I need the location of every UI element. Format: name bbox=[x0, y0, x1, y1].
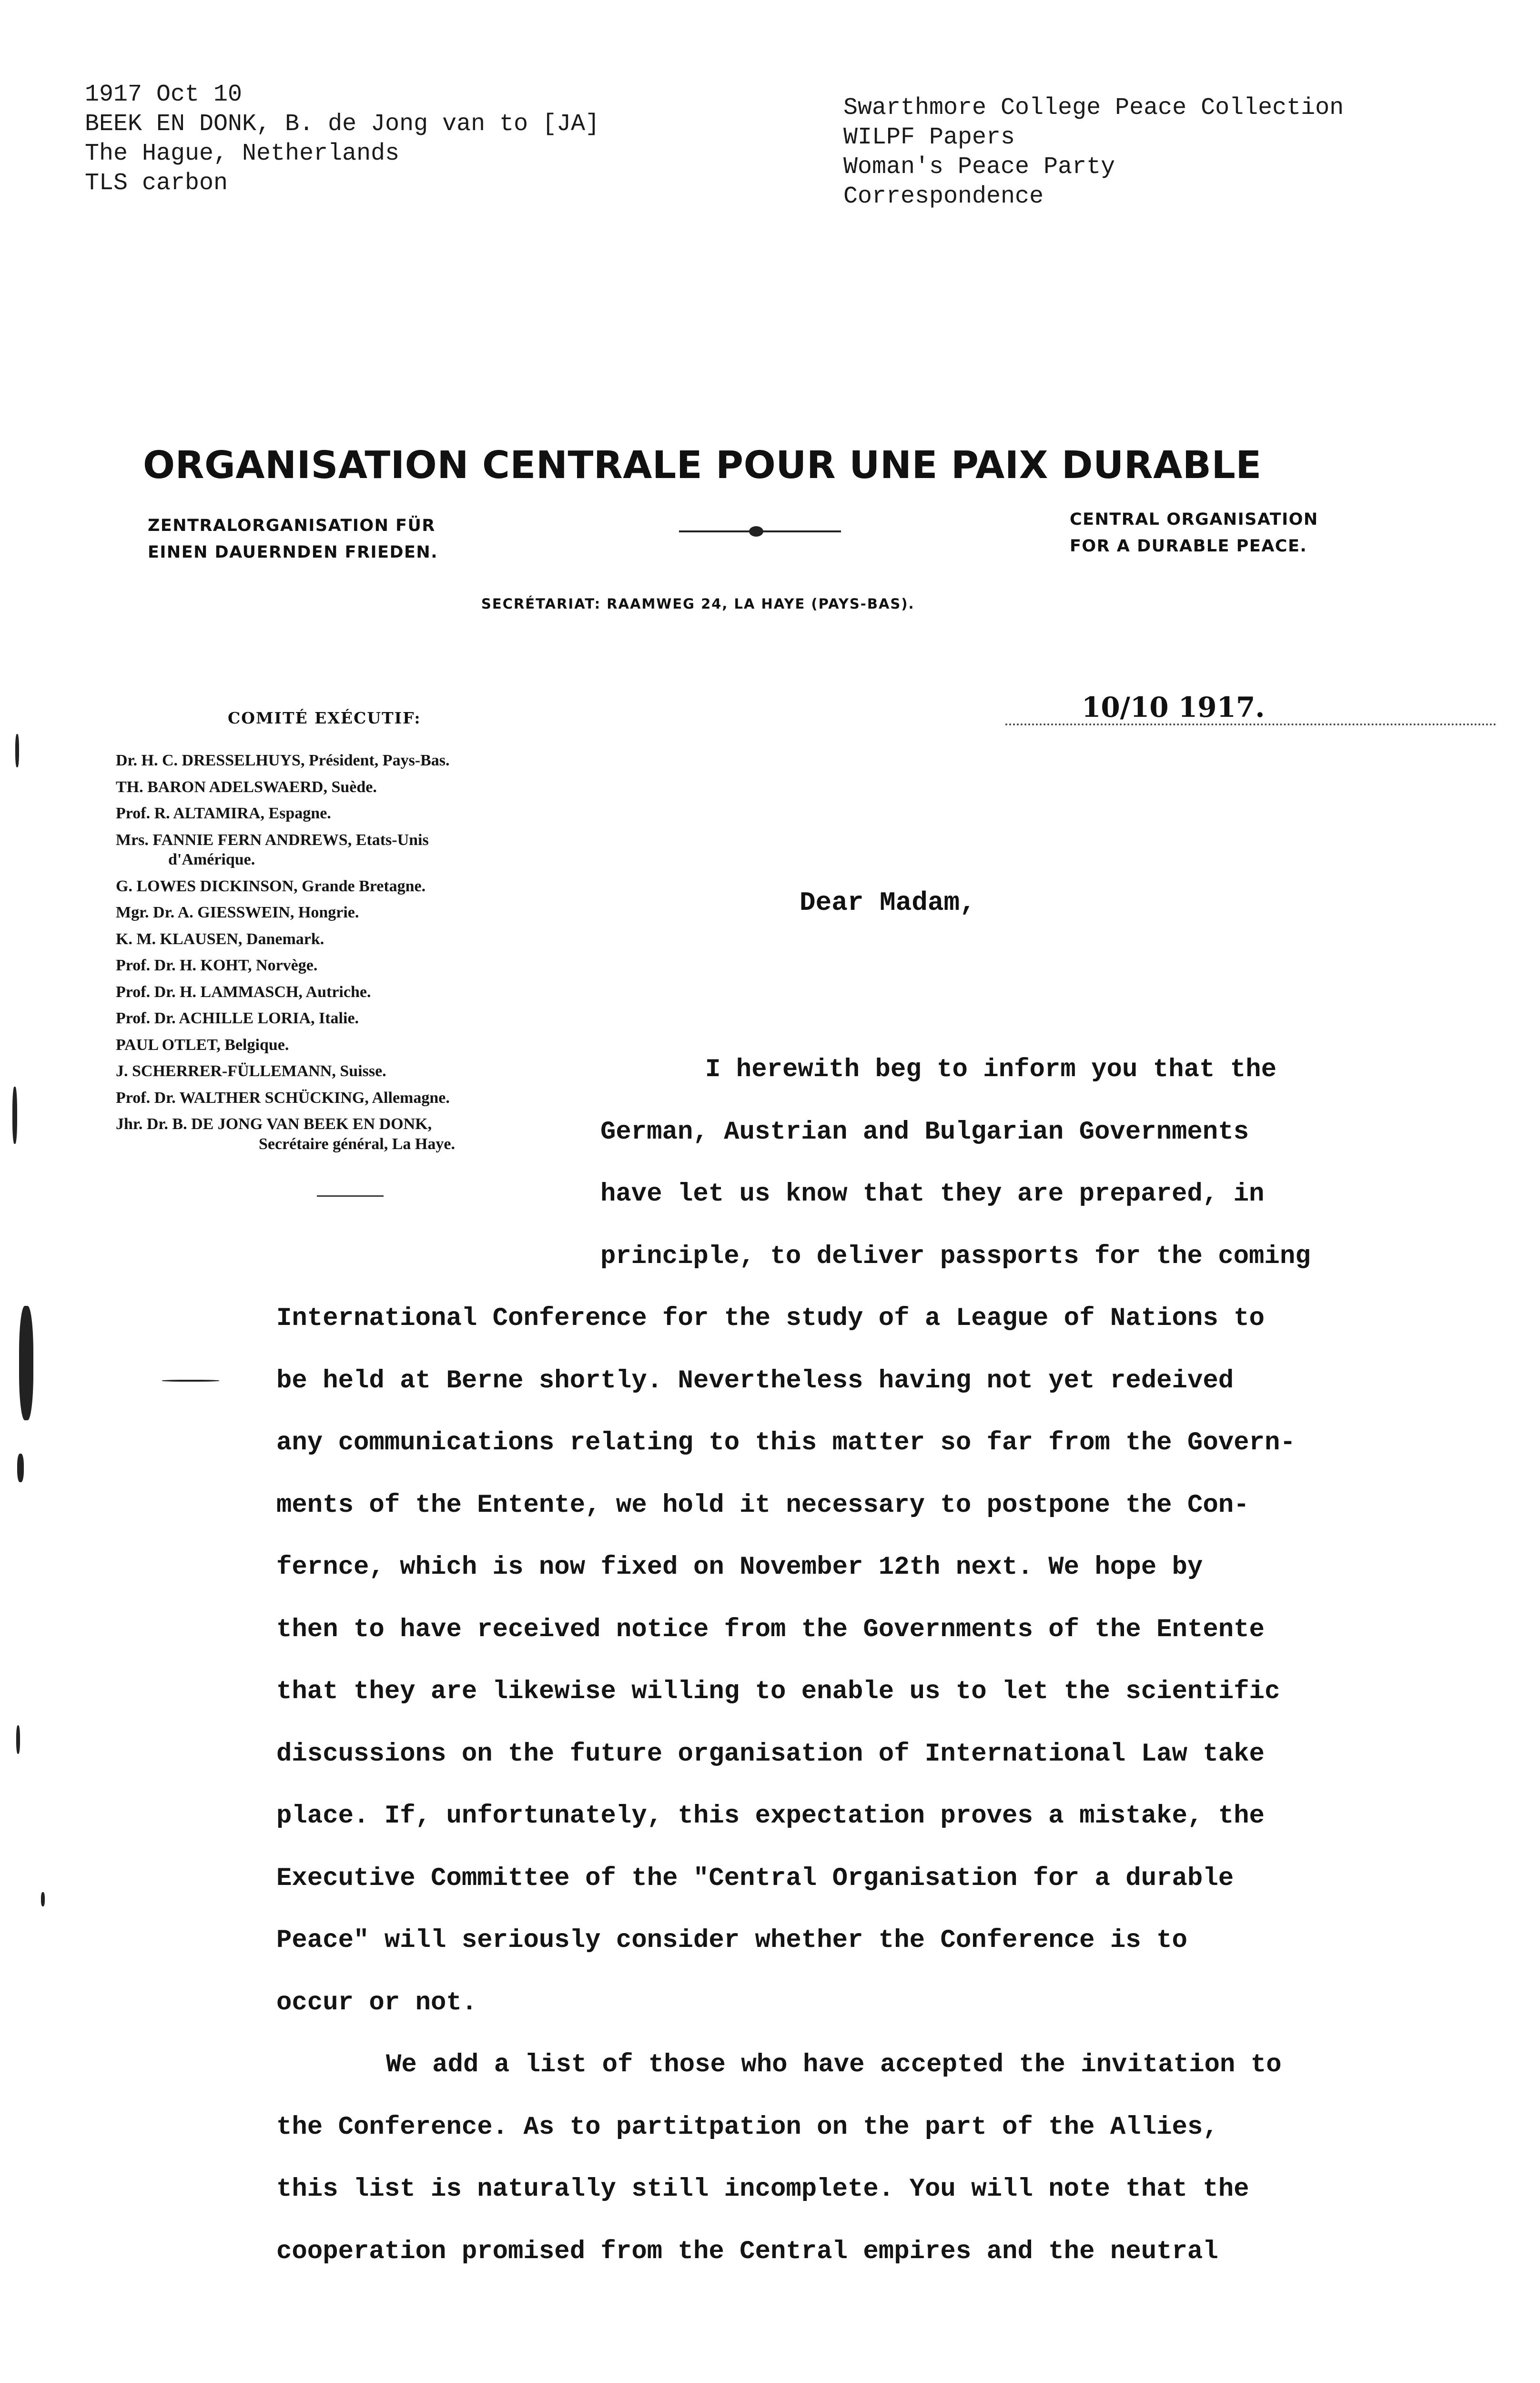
letter-line: this list is naturally still incomplete. You will note that the bbox=[276, 2175, 1249, 2204]
letter-line: Peace" will seriously consider whether the Conference is to bbox=[276, 1926, 1187, 1955]
letterhead-divider-ornament bbox=[749, 526, 763, 537]
letterhead-title: ORGANISATION CENTRALE POUR UNE PAIX DURABLE bbox=[143, 443, 1262, 487]
letter-line: that they are likewise willing to enable us to let the scientific bbox=[276, 1677, 1280, 1706]
letter-line: International Conference for the study of a League of Nations to bbox=[276, 1304, 1265, 1333]
letterhead-german-line: ZENTRALORGANISATION FÜR bbox=[148, 516, 436, 535]
scan-speck bbox=[41, 1892, 45, 1906]
committee-member: Mgr. Dr. A. GIESSWEIN, Hongrie. bbox=[116, 904, 359, 921]
letter-line: be held at Berne shortly. Nevertheless having not yet redeived bbox=[276, 1366, 1234, 1395]
letter-line: occur or not. bbox=[276, 1988, 477, 2017]
letter-line: discussions on the future organisation of International Law take bbox=[276, 1739, 1265, 1769]
committee-member: Prof. Dr. WALTHER SCHÜCKING, Allemagne. bbox=[116, 1089, 450, 1107]
letter-line: place. If, unfortunately, this expectation proves a mistake, the bbox=[276, 1802, 1265, 1831]
letter-line: any communications relating to this matter so far from the Govern- bbox=[276, 1428, 1296, 1457]
letter-line: have let us know that they are prepared, in bbox=[600, 1180, 1265, 1209]
committee-member: PAUL OTLET, Belgique. bbox=[116, 1036, 289, 1054]
letter-line: then to have received notice from the Governments of the Entente bbox=[276, 1615, 1265, 1644]
committee-member: Mrs. FANNIE FERN ANDREWS, Etats-Unis bbox=[116, 831, 429, 849]
committee-member: TH. BARON ADELSWAERD, Suède. bbox=[116, 778, 377, 796]
letter-line: the Conference. As to partitpation on the part of the Allies, bbox=[276, 2112, 1218, 2142]
scan-speck bbox=[16, 1725, 20, 1754]
letterhead-english-line: CENTRAL ORGANISATION bbox=[1070, 510, 1318, 529]
letter-line: Executive Committee of the "Central Organisation for a durable bbox=[276, 1864, 1234, 1893]
committee-member: G. LOWES DICKINSON, Grande Bretagne. bbox=[116, 877, 426, 895]
archive-subseries: Correspondence bbox=[843, 183, 1044, 210]
archive-correspondent: BEEK EN DONK, B. de Jong van to [JA] bbox=[85, 111, 600, 138]
letterhead-english bbox=[1070, 506, 1418, 560]
committee-member: J. SCHERRER-FÜLLEMANN, Suisse. bbox=[116, 1062, 386, 1080]
archive-date: 1917 Oct 10 bbox=[85, 81, 243, 108]
committee-member-continuation: Secrétaire général, La Haye. bbox=[259, 1135, 455, 1153]
committee-member-continuation: d'Amérique. bbox=[168, 851, 255, 868]
committee-member: Prof. Dr. H. LAMMASCH, Autriche. bbox=[116, 983, 371, 1001]
letterhead-german-line: EINEN DAUERNDEN FRIEDEN. bbox=[148, 543, 438, 562]
letter-date: 10/10 1917. bbox=[1082, 691, 1265, 723]
committee-member: Prof. Dr. ACHILLE LORIA, Italie. bbox=[116, 1009, 359, 1027]
committee-member: Dr. H. C. DRESSELHUYS, Président, Pays-Bas. bbox=[116, 752, 450, 769]
letter-line: German, Austrian and Bulgarian Governments bbox=[600, 1117, 1249, 1147]
letter-line: fernce, which is now fixed on November 12th next. We hope by bbox=[276, 1553, 1203, 1582]
archive-meta-left bbox=[85, 80, 752, 198]
scan-speck bbox=[12, 1087, 17, 1144]
scan-speck bbox=[19, 1306, 33, 1420]
archive-format: TLS carbon bbox=[85, 170, 228, 197]
letter-line: I herewith beg to inform you that the bbox=[705, 1055, 1277, 1084]
scan-speck bbox=[15, 734, 19, 767]
letterhead-english-line: FOR A DURABLE PEACE. bbox=[1070, 537, 1307, 556]
committee-member: Prof. Dr. H. KOHT, Norvège. bbox=[116, 957, 318, 974]
committee-member: Prof. R. ALTAMIRA, Espagne. bbox=[116, 805, 331, 822]
committee-heading: COMITÉ EXÉCUTIF: bbox=[228, 709, 421, 727]
letter-line: cooperation promised from the Central empires and the neutral bbox=[276, 2237, 1218, 2266]
archive-series: Woman's Peace Party bbox=[843, 153, 1115, 181]
scan-speck bbox=[162, 1380, 219, 1382]
archive-collection: Swarthmore College Peace Collection bbox=[843, 94, 1344, 122]
archive-place: The Hague, Netherlands bbox=[85, 140, 400, 167]
letter-body bbox=[276, 1039, 1496, 2283]
letterhead-german bbox=[148, 512, 577, 566]
scan-speck bbox=[17, 1454, 24, 1482]
letter-line: We add a list of those who have accepted the invitation to bbox=[386, 2050, 1282, 2079]
committee-member: Jhr. Dr. B. DE JONG VAN BEEK EN DONK, bbox=[116, 1115, 432, 1133]
letter-line: principle, to deliver passports for the coming bbox=[600, 1242, 1311, 1271]
letter-salutation: Dear Madam, bbox=[800, 887, 976, 918]
date-dotted-rule bbox=[1005, 723, 1496, 725]
archive-meta-right bbox=[843, 93, 1463, 212]
committee-member: K. M. KLAUSEN, Danemark. bbox=[116, 930, 324, 948]
letter-line: ments of the Entente, we hold it necessary to postpone the Con- bbox=[276, 1490, 1249, 1520]
archive-papers: WILPF Papers bbox=[843, 124, 1015, 151]
letterhead-secretariat: SECRÉTARIAT: RAAMWEG 24, LA HAYE (PAYS-BAS). bbox=[481, 596, 915, 612]
